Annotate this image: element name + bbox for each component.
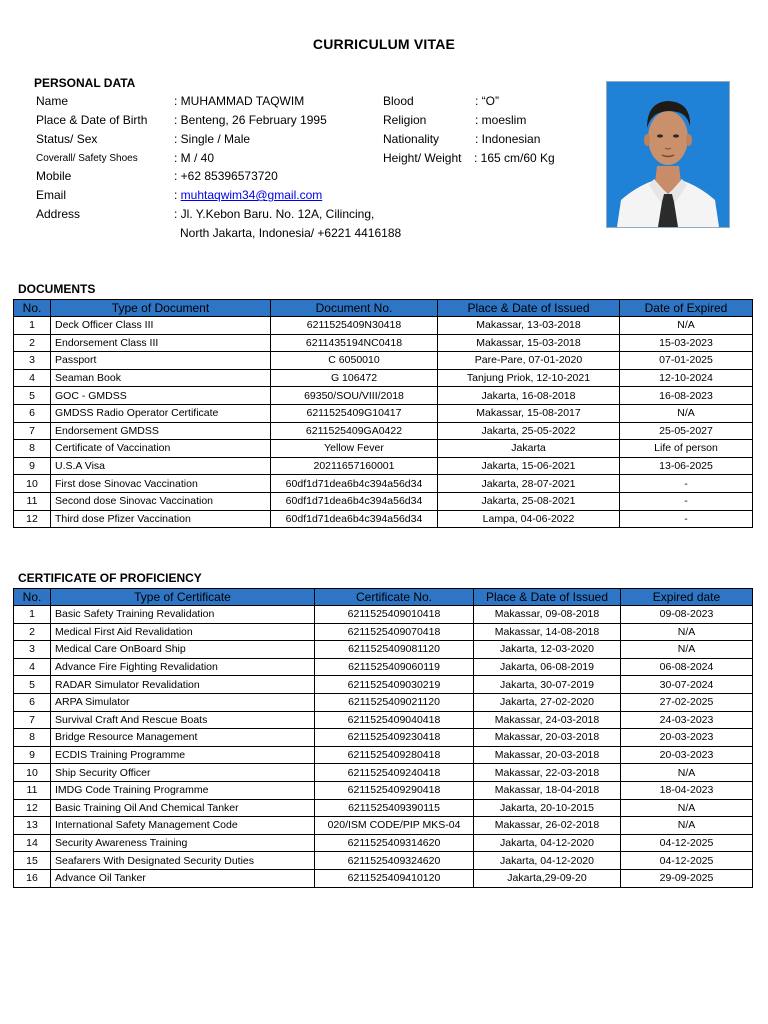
table-row xyxy=(14,658,753,676)
proficiency-cell: 13 xyxy=(14,817,51,835)
name-value: : MUHAMMAD TAQWIM xyxy=(174,94,305,108)
table-row xyxy=(14,711,753,729)
proficiency-cell: 6211525409390115 xyxy=(315,799,474,817)
proficiency-cell: 12 xyxy=(14,799,51,817)
proficiency-cell: Makassar, 09-08-2018 xyxy=(474,606,621,624)
proficiency-cell: 10 xyxy=(14,764,51,782)
documents-cell: Jakarta, 25-08-2021 xyxy=(438,492,620,510)
proficiency-cell: 6 xyxy=(14,693,51,711)
address-line1: : Jl. Y.Kebon Baru. No. 12A, Cilincing, xyxy=(174,207,375,221)
documents-cell: Endorsement GMDSS xyxy=(51,422,271,440)
table-row xyxy=(14,457,753,475)
proficiency-cell: 06-08-2024 xyxy=(621,658,753,676)
documents-heading: DOCUMENTS xyxy=(18,282,96,296)
table-row xyxy=(14,387,753,405)
table-row xyxy=(14,799,753,817)
proficiency-cell: ARPA Simulator xyxy=(51,693,315,711)
height-label: Height/ Weight xyxy=(383,151,462,165)
table-row xyxy=(14,729,753,747)
table-row xyxy=(14,746,753,764)
documents-cell: G 106472 xyxy=(271,369,438,387)
documents-cell: - xyxy=(620,475,753,493)
proficiency-cell: 6211525409410120 xyxy=(315,869,474,887)
proficiency-cell: 6211525409010418 xyxy=(315,606,474,624)
documents-cell: 9 xyxy=(14,457,51,475)
documents-cell: 60df1d71dea6b4c394a56d34 xyxy=(271,510,438,528)
proficiency-cell: 3 xyxy=(14,641,51,659)
proficiency-cell: Makassar, 24-03-2018 xyxy=(474,711,621,729)
email-label: Email xyxy=(36,188,67,202)
proficiency-heading: CERTIFICATE OF PROFICIENCY xyxy=(18,571,202,585)
proficiency-cell: Jakarta, 06-08-2019 xyxy=(474,658,621,676)
proficiency-cell: N/A xyxy=(621,764,753,782)
proficiency-cell: 6211525409081120 xyxy=(315,641,474,659)
documents-cell: 13-06-2025 xyxy=(620,457,753,475)
table-row xyxy=(14,510,753,528)
table-row xyxy=(14,817,753,835)
table-row xyxy=(14,475,753,493)
documents-cell: 16-08-2023 xyxy=(620,387,753,405)
documents-cell: C 6050010 xyxy=(271,352,438,370)
table-row xyxy=(14,869,753,887)
proficiency-header-row xyxy=(14,589,753,606)
proficiency-cell: Survival Craft And Rescue Boats xyxy=(51,711,315,729)
documents-cell: First dose Sinovac Vaccination xyxy=(51,475,271,493)
proficiency-cell: 9 xyxy=(14,746,51,764)
table-row xyxy=(14,852,753,870)
documents-header-cell: Document No. xyxy=(271,300,438,317)
email-row xyxy=(174,188,322,202)
proficiency-cell: Seafarers With Designated Security Duties xyxy=(51,852,315,870)
documents-cell: N/A xyxy=(620,317,753,335)
documents-cell: 20211657160001 xyxy=(271,457,438,475)
documents-cell: Second dose Sinovac Vaccination xyxy=(51,492,271,510)
documents-cell: Makassar, 15-03-2018 xyxy=(438,334,620,352)
documents-header-cell: Date of Expired xyxy=(620,300,753,317)
religion-value: : moeslim xyxy=(475,113,527,127)
proficiency-cell: 1 xyxy=(14,606,51,624)
nationality-label: Nationality xyxy=(383,132,440,146)
status-label: Status/ Sex xyxy=(36,132,98,146)
birth-label: Place & Date of Birth xyxy=(36,113,148,127)
proficiency-cell: Jakarta, 20-10-2015 xyxy=(474,799,621,817)
documents-cell: Makassar, 13-03-2018 xyxy=(438,317,620,335)
proficiency-cell: Jakarta, 12-03-2020 xyxy=(474,641,621,659)
proficiency-cell: 18-04-2023 xyxy=(621,781,753,799)
documents-cell: 6 xyxy=(14,404,51,422)
personal-data-heading: PERSONAL DATA xyxy=(34,76,136,90)
documents-cell: Makassar, 15-08-2017 xyxy=(438,404,620,422)
documents-cell: 6211525409G10417 xyxy=(271,404,438,422)
proficiency-cell: 5 xyxy=(14,676,51,694)
table-row xyxy=(14,623,753,641)
proficiency-cell: Makassar, 20-03-2018 xyxy=(474,729,621,747)
documents-cell: 4 xyxy=(14,369,51,387)
documents-cell: 15-03-2023 xyxy=(620,334,753,352)
birth-value: : Benteng, 26 February 1995 xyxy=(174,113,327,127)
documents-cell: 3 xyxy=(14,352,51,370)
proficiency-cell: 6211525409280418 xyxy=(315,746,474,764)
table-row xyxy=(14,606,753,624)
proficiency-cell: 4 xyxy=(14,658,51,676)
person-portrait-icon xyxy=(607,82,729,227)
documents-cell: Life of person xyxy=(620,440,753,458)
table-row xyxy=(14,422,753,440)
proficiency-cell: Jakarta, 30-07-2019 xyxy=(474,676,621,694)
proficiency-cell: Basic Training Oil And Chemical Tanker xyxy=(51,799,315,817)
table-row xyxy=(14,641,753,659)
documents-header-cell: No. xyxy=(14,300,51,317)
documents-cell: - xyxy=(620,510,753,528)
page-title: CURRICULUM VITAE xyxy=(312,36,456,52)
documents-cell: 25-05-2027 xyxy=(620,422,753,440)
proficiency-cell: N/A xyxy=(621,799,753,817)
documents-cell: 07-01-2025 xyxy=(620,352,753,370)
proficiency-cell: Jakarta, 04-12-2020 xyxy=(474,834,621,852)
blood-label: Blood xyxy=(383,94,414,108)
documents-cell: Certificate of Vaccination xyxy=(51,440,271,458)
proficiency-cell: ECDIS Training Programme xyxy=(51,746,315,764)
table-row xyxy=(14,440,753,458)
proficiency-cell: IMDG Code Training Programme xyxy=(51,781,315,799)
mobile-label: Mobile xyxy=(36,169,72,183)
profile-photo xyxy=(606,81,730,228)
proficiency-cell: 14 xyxy=(14,834,51,852)
documents-cell: Deck Officer Class III xyxy=(51,317,271,335)
documents-cell: Jakarta, 15-06-2021 xyxy=(438,457,620,475)
documents-cell: 60df1d71dea6b4c394a56d34 xyxy=(271,475,438,493)
documents-cell: Yellow Fever xyxy=(271,440,438,458)
proficiency-header-cell: Certificate No. xyxy=(315,589,474,606)
proficiency-cell: N/A xyxy=(621,817,753,835)
proficiency-cell: 04-12-2025 xyxy=(621,834,753,852)
proficiency-cell: Bridge Resource Management xyxy=(51,729,315,747)
proficiency-cell: Medical Care OnBoard Ship xyxy=(51,641,315,659)
table-row xyxy=(14,369,753,387)
table-row xyxy=(14,352,753,370)
table-row xyxy=(14,781,753,799)
proficiency-cell: 16 xyxy=(14,869,51,887)
table-row xyxy=(14,693,753,711)
documents-cell: GMDSS Radio Operator Certificate xyxy=(51,404,271,422)
proficiency-cell: 6211525409060119 xyxy=(315,658,474,676)
documents-cell: Jakarta xyxy=(438,440,620,458)
proficiency-cell: 6211525409240418 xyxy=(315,764,474,782)
proficiency-cell: Makassar, 26-02-2018 xyxy=(474,817,621,835)
documents-cell: 6211435194NC0418 xyxy=(271,334,438,352)
table-row xyxy=(14,764,753,782)
table-row xyxy=(14,334,753,352)
table-row xyxy=(14,834,753,852)
documents-cell: GOC - GMDSS xyxy=(51,387,271,405)
proficiency-cell: 09-08-2023 xyxy=(621,606,753,624)
documents-cell: 6211525409GA0422 xyxy=(271,422,438,440)
email-prefix: : xyxy=(174,188,181,202)
proficiency-cell: Advance Oil Tanker xyxy=(51,869,315,887)
table-row xyxy=(14,404,753,422)
table-row xyxy=(14,492,753,510)
proficiency-cell: Medical First Aid Revalidation xyxy=(51,623,315,641)
documents-cell: 8 xyxy=(14,440,51,458)
proficiency-cell: 6211525409030219 xyxy=(315,676,474,694)
proficiency-cell: 6211525409070418 xyxy=(315,623,474,641)
proficiency-cell: 20-03-2023 xyxy=(621,729,753,747)
proficiency-cell: 2 xyxy=(14,623,51,641)
documents-cell: Third dose Pfizer Vaccination xyxy=(51,510,271,528)
religion-label: Religion xyxy=(383,113,427,127)
proficiency-cell: 8 xyxy=(14,729,51,747)
coverall-label: Coverall/ Safety Shoes xyxy=(36,153,138,164)
proficiency-cell: Advance Fire Fighting Revalidation xyxy=(51,658,315,676)
proficiency-header-cell: No. xyxy=(14,589,51,606)
documents-cell: 69350/SOU/VIII/2018 xyxy=(271,387,438,405)
proficiency-header-cell: Type of Certificate xyxy=(51,589,315,606)
documents-cell: Tanjung Priok, 12-10-2021 xyxy=(438,369,620,387)
proficiency-cell: 6211525409324620 xyxy=(315,852,474,870)
proficiency-cell: N/A xyxy=(621,623,753,641)
proficiency-header-cell: Expired date xyxy=(621,589,753,606)
documents-cell: 5 xyxy=(14,387,51,405)
proficiency-cell: Makassar, 20-03-2018 xyxy=(474,746,621,764)
proficiency-cell: 15 xyxy=(14,852,51,870)
documents-cell: Lampa, 04-06-2022 xyxy=(438,510,620,528)
proficiency-cell: 6211525409314620 xyxy=(315,834,474,852)
documents-cell: 10 xyxy=(14,475,51,493)
proficiency-cell: Basic Safety Training Revalidation xyxy=(51,606,315,624)
documents-cell: - xyxy=(620,492,753,510)
documents-cell: Endorsement Class III xyxy=(51,334,271,352)
address-line2: North Jakarta, Indonesia/ +6221 4416188 xyxy=(180,226,402,240)
proficiency-cell: 7 xyxy=(14,711,51,729)
proficiency-cell: 04-12-2025 xyxy=(621,852,753,870)
status-value: : Single / Male xyxy=(174,132,251,146)
proficiency-cell: Ship Security Officer xyxy=(51,764,315,782)
proficiency-cell: 11 xyxy=(14,781,51,799)
nationality-value: : Indonesian xyxy=(475,132,541,146)
documents-cell: 6211525409N30418 xyxy=(271,317,438,335)
documents-header-cell: Type of Document xyxy=(51,300,271,317)
documents-header-row xyxy=(14,300,753,317)
proficiency-cell: 6211525409040418 xyxy=(315,711,474,729)
documents-cell: 2 xyxy=(14,334,51,352)
documents-cell: 12-10-2024 xyxy=(620,369,753,387)
proficiency-cell: Security Awareness Training xyxy=(51,834,315,852)
proficiency-cell: 24-03-2023 xyxy=(621,711,753,729)
documents-cell: Passport xyxy=(51,352,271,370)
proficiency-cell: 29-09-2025 xyxy=(621,869,753,887)
documents-cell: Seaman Book xyxy=(51,369,271,387)
proficiency-cell: N/A xyxy=(621,641,753,659)
proficiency-cell: RADAR Simulator Revalidation xyxy=(51,676,315,694)
documents-cell: Jakarta, 28-07-2021 xyxy=(438,475,620,493)
proficiency-cell: Makassar, 14-08-2018 xyxy=(474,623,621,641)
proficiency-cell: Makassar, 22-03-2018 xyxy=(474,764,621,782)
documents-cell: N/A xyxy=(620,404,753,422)
email-link[interactable]: muhtaqwim34@gmail.com xyxy=(180,188,323,202)
name-label: Name xyxy=(36,94,69,108)
documents-cell: 12 xyxy=(14,510,51,528)
documents-table xyxy=(13,299,753,528)
documents-cell: U.S.A Visa xyxy=(51,457,271,475)
height-value: : 165 cm/60 Kg xyxy=(474,151,555,165)
proficiency-cell: 30-07-2024 xyxy=(621,676,753,694)
mobile-value: : +62 85396573720 xyxy=(174,169,278,183)
documents-header-cell: Place & Date of Issued xyxy=(438,300,620,317)
documents-cell: Jakarta, 25-05-2022 xyxy=(438,422,620,440)
proficiency-header-cell: Place & Date of Issued xyxy=(474,589,621,606)
proficiency-cell: 6211525409290418 xyxy=(315,781,474,799)
blood-value: : “O” xyxy=(475,94,499,108)
documents-cell: 11 xyxy=(14,492,51,510)
proficiency-table xyxy=(13,588,753,888)
documents-cell: Jakarta, 16-08-2018 xyxy=(438,387,620,405)
address-label: Address xyxy=(36,207,81,221)
documents-cell: 7 xyxy=(14,422,51,440)
proficiency-cell: Jakarta,29-09-20 xyxy=(474,869,621,887)
proficiency-cell: Makassar, 18-04-2018 xyxy=(474,781,621,799)
proficiency-cell: 6211525409230418 xyxy=(315,729,474,747)
coverall-value: : M / 40 xyxy=(174,151,215,165)
proficiency-cell: 020/ISM CODE/PIP MKS-04 xyxy=(315,817,474,835)
documents-cell: 60df1d71dea6b4c394a56d34 xyxy=(271,492,438,510)
proficiency-cell: 27-02-2025 xyxy=(621,693,753,711)
proficiency-cell: Jakarta, 04-12-2020 xyxy=(474,852,621,870)
proficiency-cell: 20-03-2023 xyxy=(621,746,753,764)
table-row xyxy=(14,317,753,335)
proficiency-cell: International Safety Management Code xyxy=(51,817,315,835)
proficiency-cell: 6211525409021120 xyxy=(315,693,474,711)
documents-cell: 1 xyxy=(14,317,51,335)
proficiency-cell: Jakarta, 27-02-2020 xyxy=(474,693,621,711)
documents-cell: Pare-Pare, 07-01-2020 xyxy=(438,352,620,370)
table-row xyxy=(14,676,753,694)
